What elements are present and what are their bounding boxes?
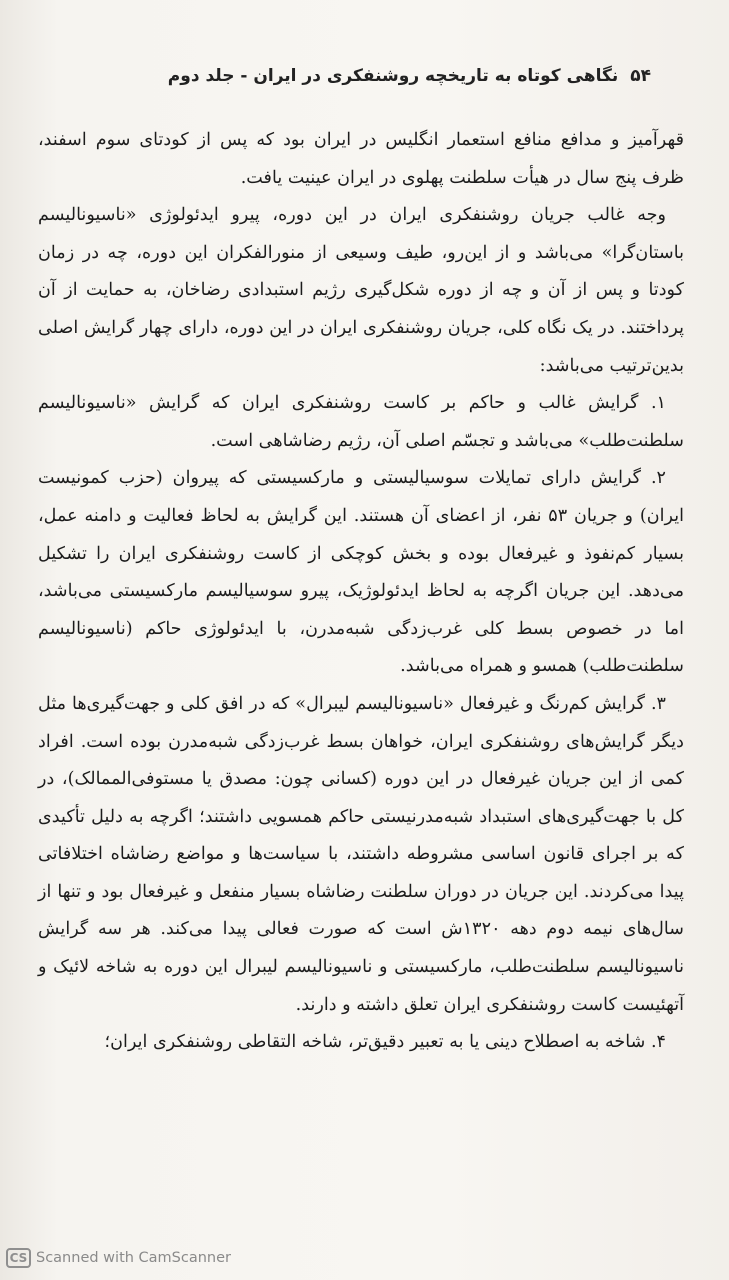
page-header — [167, 66, 651, 86]
book-title: نگاهی کوتاه به تاریخچه روشنفکری در ایران - جلد دوم — [167, 66, 619, 86]
watermark-text: Scanned with CamScanner — [36, 1250, 232, 1266]
paragraph-intro: وجه غالب جریان روشنفکری ایران در این دوره، پیرو ایدئولوژی «ناسیونالیسم باستان‌گرا» می‌باشد و از این‌رو، طیف وسیعی از منورالفکران این دوره، چه در زمان کودتا و پس از آن و چه از دوره شکل‌گیری رژیم استبدادی رضاخان، به حمایت از آن پرداختند. در یک نگاه کلی، جریان روشنفکری ایران در این دوره، دارای چهار گرایش اصلی بدین‌ترتیب می‌باشد: — [38, 205, 684, 376]
camscanner-logo-icon: CS — [6, 1248, 31, 1268]
page-body — [38, 122, 684, 1062]
list-item-2: ۲. گرایش دارای تمایلات سوسیالیستی و مارکسیستی که پیروان (حزب کمونیست ایران) و جریان ۵۳ نفر، از اعضای آن هستند. این گرایش به لحاظ فعالیت و دامنه عمل، بسیار کم‌نفوذ و غیرفعال بوده و بخش کوچکی از کاست روشنفکری ایران را تشکیل می‌دهد. این جریان اگرچه به لحاظ ایدئولوژیک، پیرو سوسیالیسم مارکسیستی می‌باشد، اما در خصوص بسط کلی غرب‌زدگی شبه‌مدرن، با ایدئولوژی حاکم (ناسیونالیسم سلطنت‌طلب) همسو و همراه می‌باشد. — [38, 468, 685, 677]
page-number: ۵۴ — [630, 66, 651, 86]
camscanner-watermark — [6, 1248, 231, 1268]
list-item-3: ۳. گرایش کم‌رنگ و غیرفعال «ناسیونالیسم لیبرال» که در افق کلی و جهت‌گیری‌ها مثل دیگر گرایش‌های روشنفکری ایران، خواهان بسط غرب‌زدگی شبه‌مدرن بوده است. افراد کمی از این جریان غیرفعال در این دوره (کسانی چون: مصدق یا مستوفی‌الممالک)، در کل با جهت‌گیری‌های استبداد شبه‌مدرنیستی حاکم همسویی داشتند؛ اگرچه به دلیل تأکیدی که بر اجرای قانون اساسی مشروطه داشتند، با سیاست‌ها و مواضع رضاشاه اختلافاتی پیدا می‌کردند. این جریان در دوران سلطنت رضاشاه بسیار منفعل و غیرفعال بود و تنها از سال‌های نیمه دوم دهه ۱۳۲۰ش است که صورت فعالی پیدا می‌کند. هر سه گرایش ناسیونالیسم سلطنت‌طلب، مارکسیستی و ناسیونالیسم لیبرال این دوره به شاخه لائیک و آتهئیست کاست روشنفکری ایران تعلق داشته و دارند. — [38, 693, 684, 1015]
paragraph-continuation: قهرآمیز و مدافع منافع استعمار انگلیس در ایران بود که پس از کودتای سوم اسفند، ظرف پنج سال در هیأت سلطنت پهلوی در ایران عینیت یافت. — [38, 130, 684, 188]
list-item-1: ۱. گرایش غالب و حاکم بر کاست روشنفکری ایران که گرایش «ناسیونالیسم سلطنت‌طلب» می‌باشد و تجسّم اصلی آن، رژیم رضاشاهی است. — [38, 393, 684, 451]
list-item-4: ۴. شاخه به اصطلاح دینی یا به تعبیر دقیق‌تر، شاخه التقاطی روشنفکری ایران؛ — [104, 1032, 666, 1053]
